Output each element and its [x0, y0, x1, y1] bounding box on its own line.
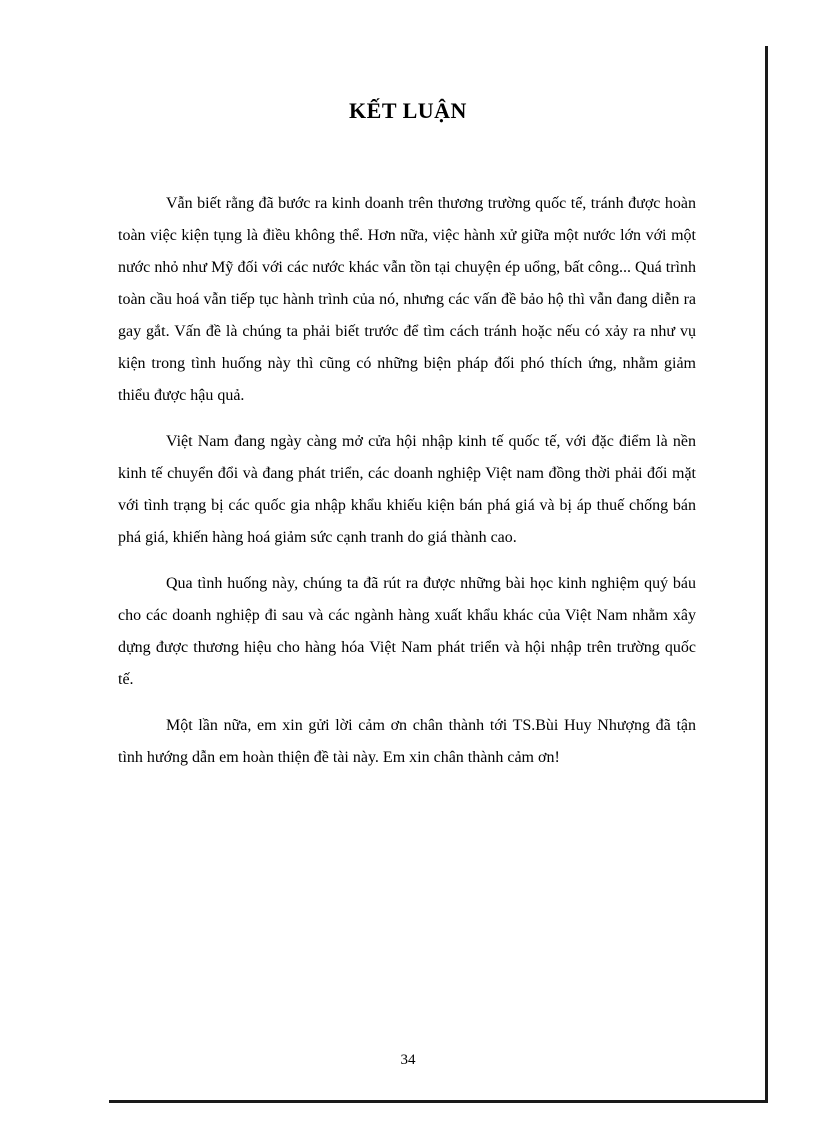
- page-title: KẾT LUẬN: [349, 98, 467, 123]
- paragraph-4: Một lần nữa, em xin gửi lời cảm ơn chân thành tới TS.Bùi Huy Nhượng đã tận tình hướng dẫn em hoàn thiện đề tài này. Em xin chân thành cảm ơn!: [118, 717, 696, 766]
- paragraph-3: Qua tình huống này, chúng ta đã rút ra được những bài học kinh nghiệm quý báu cho các doanh nghiệp đi sau và các ngành hàng xuất khẩu khác của Việt Nam nhằm xây dựng được thương hiệu cho hàng hóa Việt Nam phát triển và hội nhập trên trường quốc tế.: [118, 575, 696, 688]
- paragraph-2: Việt Nam đang ngày càng mở cửa hội nhập kinh tế quốc tế, với đặc điểm là nền kinh tế chuyển đổi và đang phát triển, các doanh nghiệp Việt nam đồng thời phải đối mặt với tình trạng bị các quốc gia nhập khẩu khiếu kiện bán phá giá và bị áp thuế chống bán phá giá, khiến hàng hoá giảm sức cạnh tranh do giá thành cao.: [118, 433, 696, 546]
- paragraph-1: Vẫn biết rằng đã bước ra kinh doanh trên thương trường quốc tế, tránh được hoàn toàn việc kiện tụng là điều không thể. Hơn nữa, việc hành xử giữa một nước lớn với một nước nhỏ như Mỹ đối với các nước khác vẫn tồn tại chuyện ép uổng, bất công... Quá trình toàn cầu hoá vẫn tiếp tục hành trình của nó, nhưng các vấn đề bảo hộ thì vẫn đang diễn ra gay gắt. Vấn đề là chúng ta phải biết trước để tìm cách tránh hoặc nếu có xảy ra như vụ kiện trong tình huống này thì cũng có những biện pháp đối phó thích ứng, nhằm giảm thiểu được hậu quả.: [118, 195, 696, 404]
- page-number: 34: [400, 1052, 416, 1068]
- body-text: [118, 188, 696, 788]
